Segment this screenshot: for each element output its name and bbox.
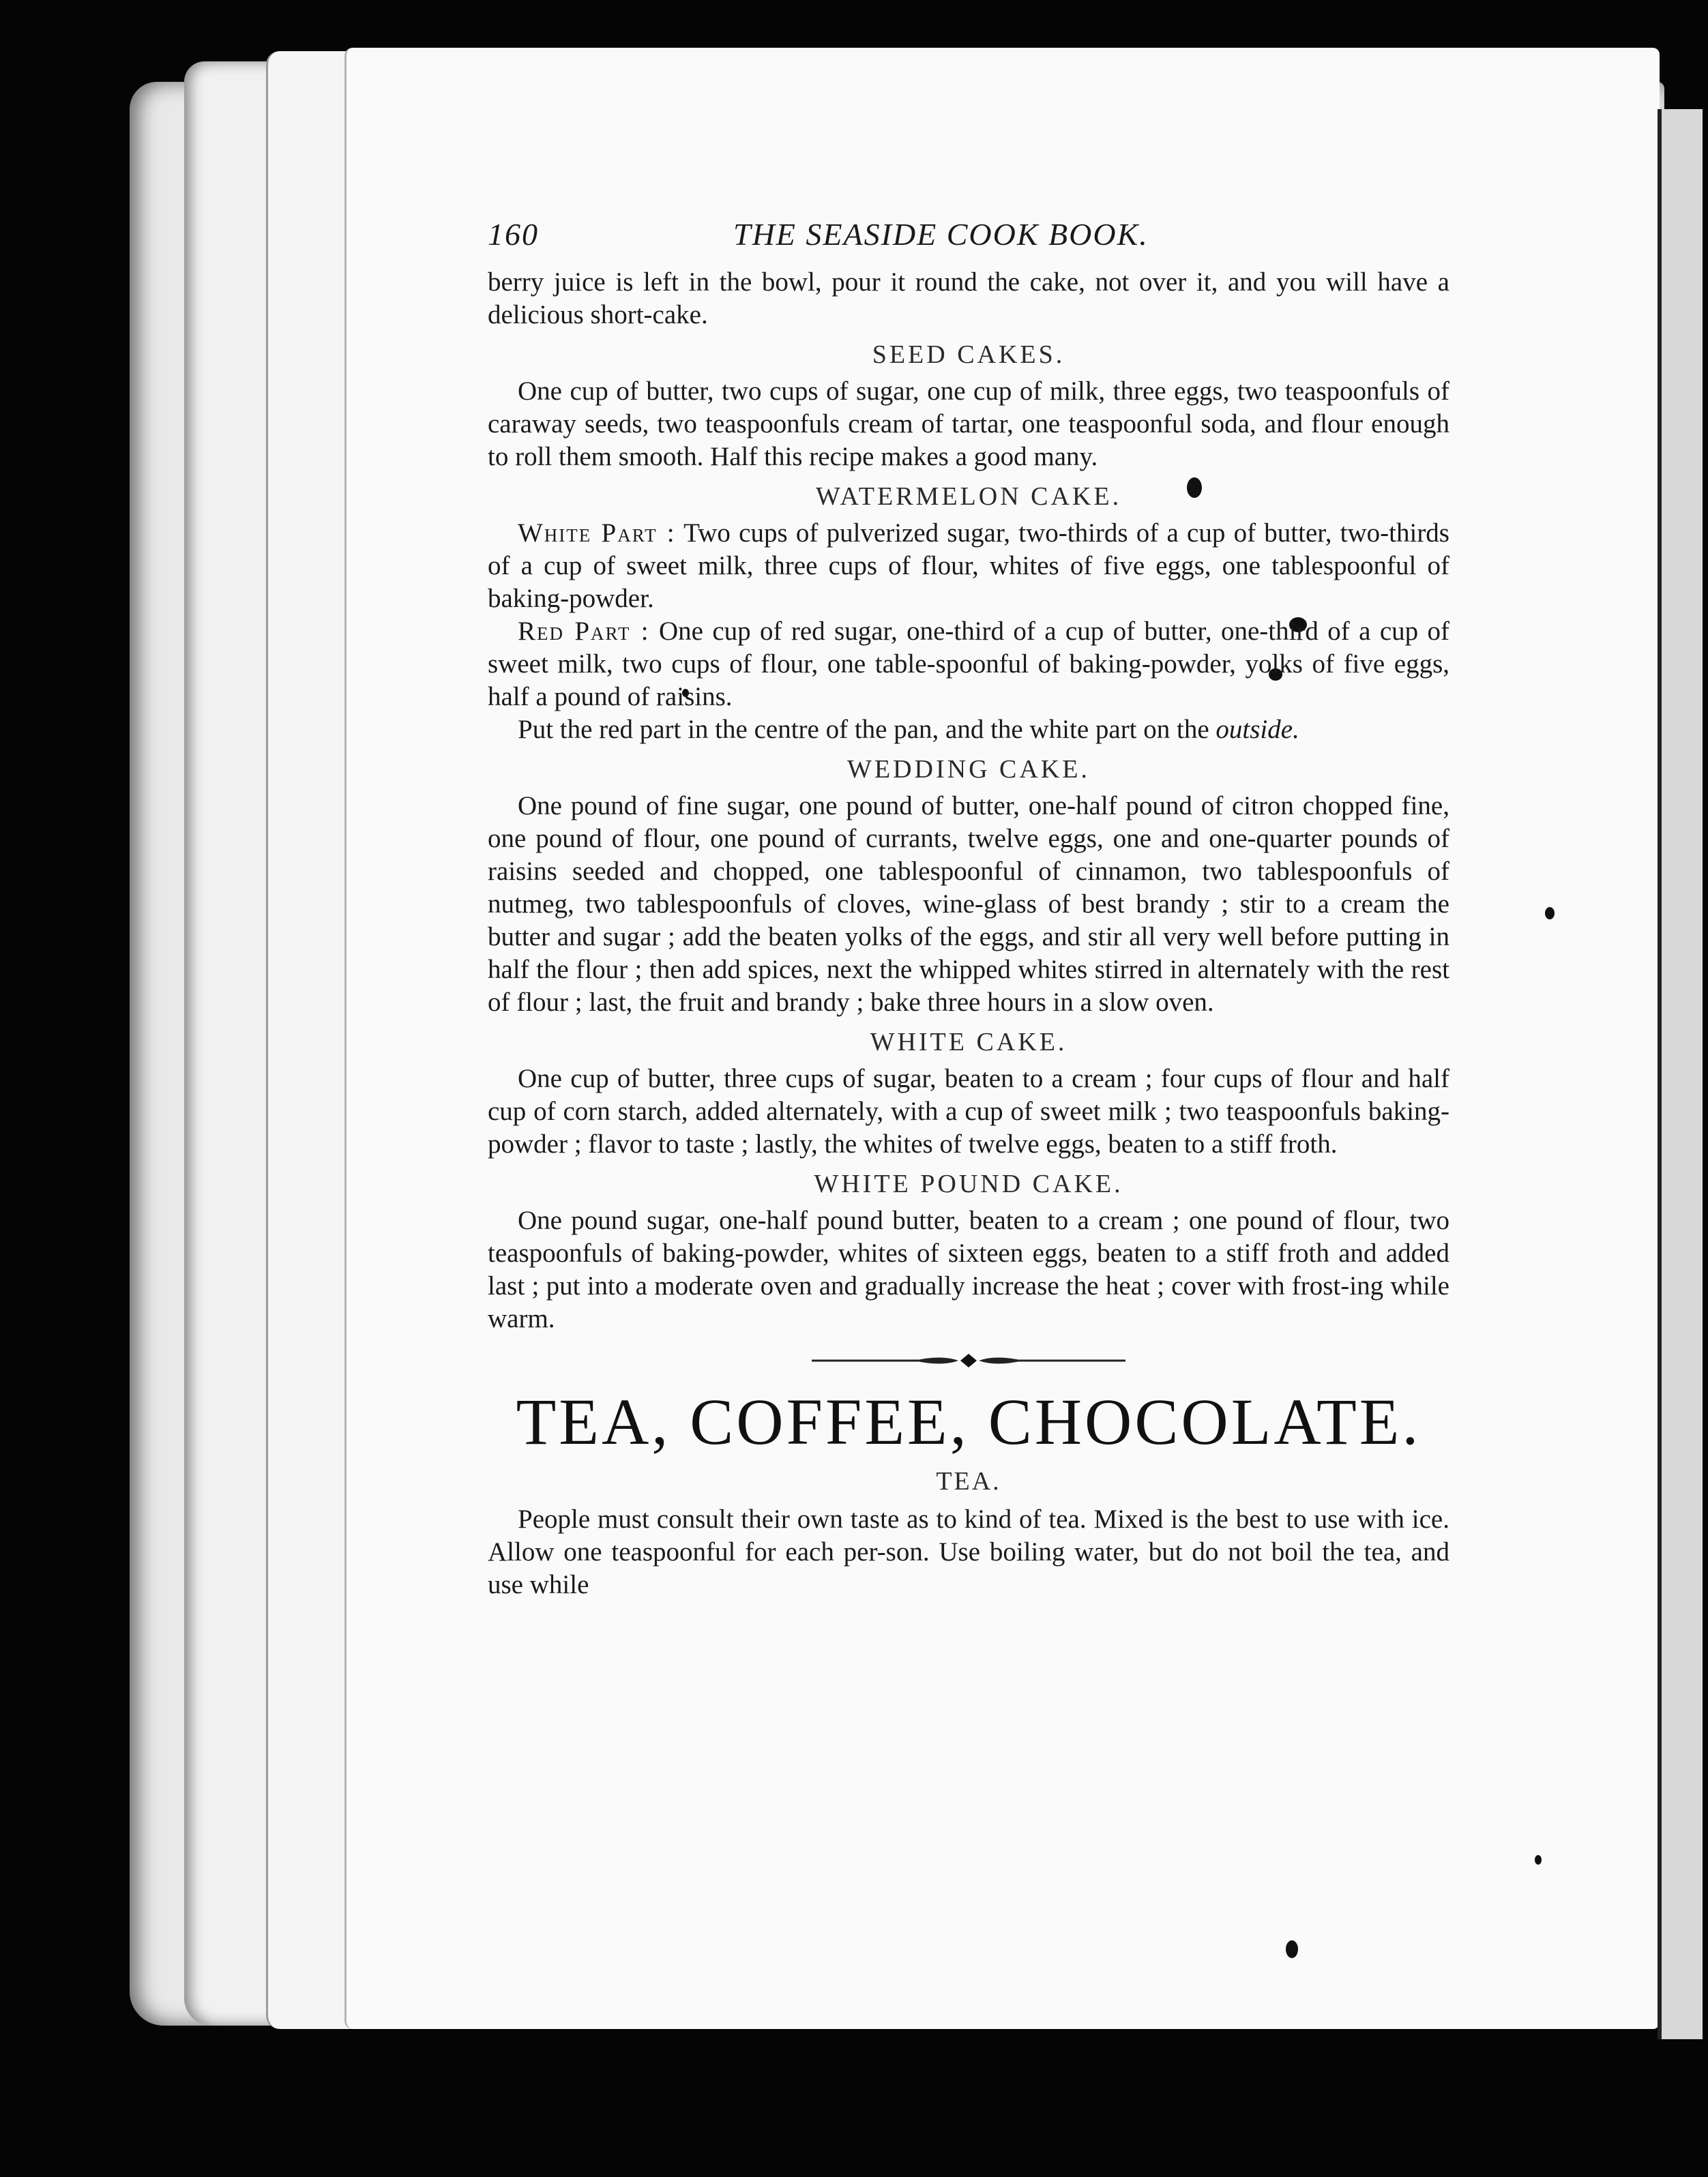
- recipe-body-white-pound-cake: One pound sugar, one-half pound butter, beaten to a cream ; one pound of flour, two teaspoonfuls of baking-powder, whites of sixteen eggs, beaten to a stiff froth and added last ; put into a moderate oven and gradually increase the heat ; cover with frost-ing while warm.: [488, 1206, 1449, 1333]
- recipe-body-watermelon-closing: [488, 713, 1449, 746]
- recipe-heading-wedding-cake: WEDDING CAKE.: [847, 755, 1090, 784]
- facing-page-edge: [1658, 109, 1703, 2039]
- ornamental-divider: [488, 1350, 1449, 1371]
- recipe-heading-white-cake: WHITE CAKE.: [870, 1028, 1068, 1056]
- recipe-body-wedding-cake: One pound of fine sugar, one pound of butter, one-half pound of citron chopped fine, one pound of flour, one pound of currants, twelve eggs, one and one-quarter pounds of raisins seeded and chopped, one tablespoonful of cinnamon, two tablespoonfuls of nutmeg, two tablespoonfuls of cloves, wine-glass of best brandy ; stir to a cream the butter and sugar ; add the beaten yolks of the eggs, and stir all very well before putting in half the flour ; then add spices, next the whipped whites stirred in alternately with the rest of flour ; last, the fruit and brandy ; bake three hours in a slow oven.: [488, 791, 1449, 1017]
- white-part-text: Two cups of pulverized sugar, two-thirds of a cup of butter, two-thirds of a cup of sweet milk, three cups of flour, whites of five eggs, one tablespoonful of baking-powder.: [488, 518, 1449, 613]
- section-body-tea: People must consult their own taste as to kind of tea. Mixed is the best to use with ice. Allow one teaspoonful for each per-son. Use boiling water, but do not boil the tea, and use while: [488, 1505, 1449, 1599]
- watermelon-closing-italic: outside.: [1216, 715, 1299, 744]
- recipe-body-red-part: [488, 615, 1449, 713]
- ink-blot: [1535, 1855, 1542, 1865]
- white-part-label: White Part :: [518, 518, 676, 548]
- section-sub-heading: TEA.: [936, 1467, 1001, 1496]
- recipe-body-white-part: [488, 517, 1449, 615]
- page-text: [488, 218, 1449, 1601]
- intro-paragraph: berry juice is left in the bowl, pour it round the cake, not over it, and you will have a delicious short-cake.: [488, 267, 1449, 329]
- book-title: THE SEASIDE COOK BOOK.: [733, 217, 1149, 252]
- ink-blot: [1545, 907, 1555, 919]
- recipe-heading-seed-cakes: SEED CAKES.: [872, 340, 1065, 369]
- running-head: [488, 218, 1449, 251]
- recipe-body-seed-cakes: One cup of butter, two cups of sugar, one cup of milk, three eggs, two teaspoonfuls of caraway seeds, two teaspoonfuls cream of tartar, one teaspoonful soda, and flour enough to roll them smooth. Half this recipe makes a good many.: [488, 376, 1449, 471]
- recipe-body-white-cake: One cup of butter, three cups of sugar, beaten to a cream ; four cups of flour and half cup of corn starch, added alternately, with a cup of sweet milk ; two teaspoonfuls baking-powder ; flavor to taste ; lastly, the whites of twelve eggs, beaten to a stiff froth.: [488, 1064, 1449, 1159]
- recipe-heading-watermelon-cake: WATERMELON CAKE.: [815, 482, 1122, 511]
- ornament-rule-icon: [812, 1350, 1125, 1371]
- watermelon-closing-text: Put the red part in the centre of the pan, and the white part on the: [518, 715, 1216, 744]
- section-title: TEA, COFFEE, CHOCOLATE.: [516, 1385, 1422, 1458]
- red-part-label: Red Part :: [518, 617, 650, 646]
- red-part-text: One cup of red sugar, one-third of a cup of butter, one-third of a cup of sweet milk, two cups of flour, one table-spoonful of baking-powder, yolks of five eggs, half a pound of raisins.: [488, 617, 1449, 711]
- ink-blot: [1286, 1940, 1298, 1958]
- recipe-heading-white-pound-cake: WHITE POUND CAKE.: [814, 1170, 1123, 1198]
- page-number: 160: [488, 217, 539, 252]
